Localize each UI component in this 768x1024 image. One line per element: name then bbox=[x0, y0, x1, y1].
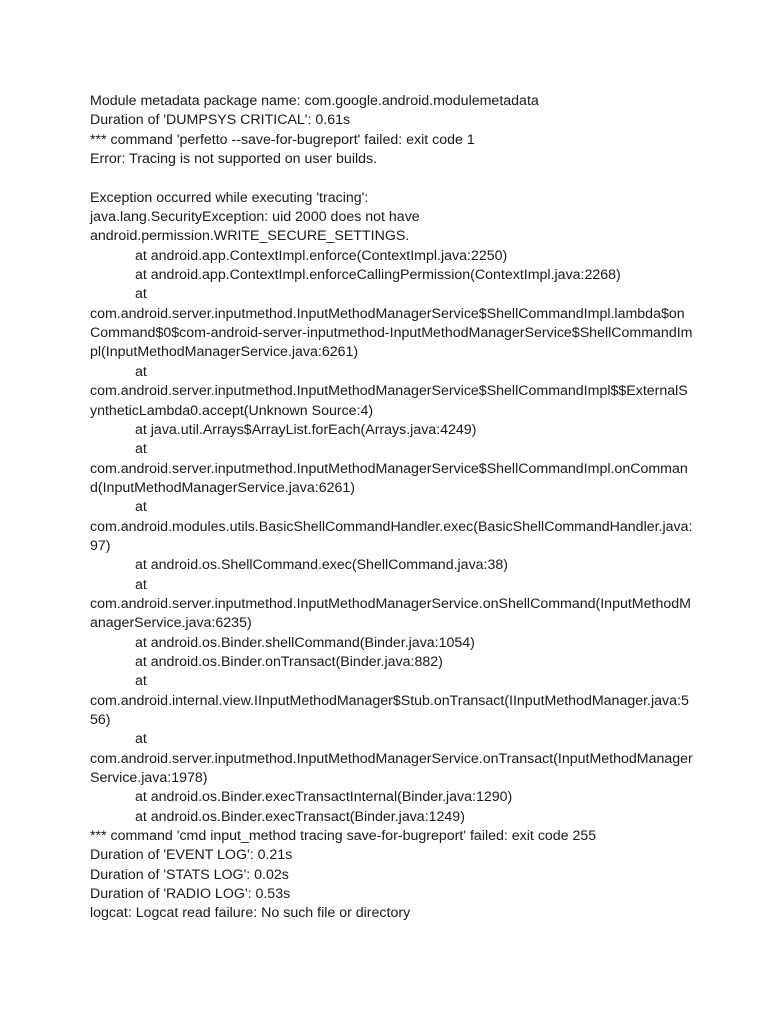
log-line: at bbox=[135, 673, 147, 690]
log-line: Duration of 'RADIO LOG': 0.53s bbox=[90, 886, 291, 903]
log-line: at bbox=[135, 499, 147, 516]
log-line: at bbox=[135, 441, 147, 458]
log-line: Error: Tracing is not supported on user builds. bbox=[90, 151, 378, 168]
log-line: Duration of 'DUMPSYS CRITICAL': 0.61s bbox=[90, 112, 351, 129]
log-line: Exception occurred while executing 'tracing': bbox=[90, 189, 369, 206]
log-line: com.android.server.inputmethod.InputMethodManagerService$ShellCommandImpl$$ExternalS bbox=[90, 383, 688, 400]
log-line: at android.os.Binder.onTransact(Binder.java:882) bbox=[135, 653, 443, 670]
log-line: Duration of 'STATS LOG': 0.02s bbox=[90, 866, 289, 883]
log-line: android.permission.WRITE_SECURE_SETTINGS. bbox=[90, 228, 410, 245]
log-line: com.android.server.inputmethod.InputMethodManagerService.onShellCommand(InputMethodM bbox=[90, 595, 691, 612]
log-line: com.android.server.inputmethod.InputMethodManagerService.onTransact(InputMethodManager bbox=[90, 750, 693, 767]
log-line: 56) bbox=[90, 712, 111, 728]
log-line: *** command 'perfetto --save-for-bugreport' failed: exit code 1 bbox=[90, 131, 475, 148]
log-line: anagerService.java:6235) bbox=[90, 615, 252, 632]
log-line: at bbox=[135, 731, 147, 748]
log-line: logcat: Logcat read failure: No such file or directory bbox=[90, 905, 411, 922]
log-line: Duration of 'EVENT LOG': 0.21s bbox=[90, 847, 293, 864]
log-line: com.android.internal.view.IInputMethodManager$Stub.onTransact(IInputMethodManager.java:5 bbox=[90, 692, 689, 709]
log-line: Module metadata package name: com.google.android.modulemetadata bbox=[90, 93, 539, 109]
log-line: com.android.server.inputmethod.InputMethodManagerService$ShellCommandImpl.lambda$on bbox=[90, 305, 685, 322]
log-line: at android.os.Binder.execTransactInternal(Binder.java:1290) bbox=[135, 789, 513, 806]
log-line: Command$0$com-android-server-inputmethod-InputMethodManagerService$ShellCommandIm bbox=[90, 325, 693, 342]
log-line: com.android.modules.utils.BasicShellCommandHandler.exec(BasicShellCommandHandler.java: bbox=[90, 518, 693, 535]
log-line: at android.app.ContextImpl.enforceCallingPermission(ContextImpl.java:2268) bbox=[135, 267, 621, 284]
log-line: at bbox=[135, 363, 147, 380]
log-line: at bbox=[135, 286, 147, 303]
log-line: d(InputMethodManagerService.java:6261) bbox=[90, 479, 355, 496]
log-line: at android.os.ShellCommand.exec(ShellCommand.java:38) bbox=[135, 557, 509, 574]
log-line: at android.app.ContextImpl.enforce(ContextImpl.java:2250) bbox=[135, 247, 508, 264]
log-line: java.lang.SecurityException: uid 2000 does not have bbox=[90, 209, 420, 226]
log-line: at android.os.Binder.execTransact(Binder.java:1249) bbox=[135, 808, 465, 825]
log-line: at java.util.Arrays$ArrayList.forEach(Arrays.java:4249) bbox=[135, 421, 477, 438]
document-page bbox=[90, 92, 693, 924]
log-line: yntheticLambda0.accept(Unknown Source:4) bbox=[90, 402, 374, 419]
log-line: *** command 'cmd input_method tracing save-for-bugreport' failed: exit code 255 bbox=[90, 828, 597, 845]
log-line: com.android.server.inputmethod.InputMethodManagerService$ShellCommandImpl.onComman bbox=[90, 460, 688, 477]
log-line: Service.java:1978) bbox=[90, 770, 208, 787]
log-line: 97) bbox=[90, 537, 111, 554]
blank-line bbox=[90, 169, 690, 188]
log-line: at android.os.Binder.shellCommand(Binder.java:1054) bbox=[135, 634, 475, 651]
log-line: at bbox=[135, 576, 147, 593]
log-line: pl(InputMethodManagerService.java:6261) bbox=[90, 344, 359, 361]
